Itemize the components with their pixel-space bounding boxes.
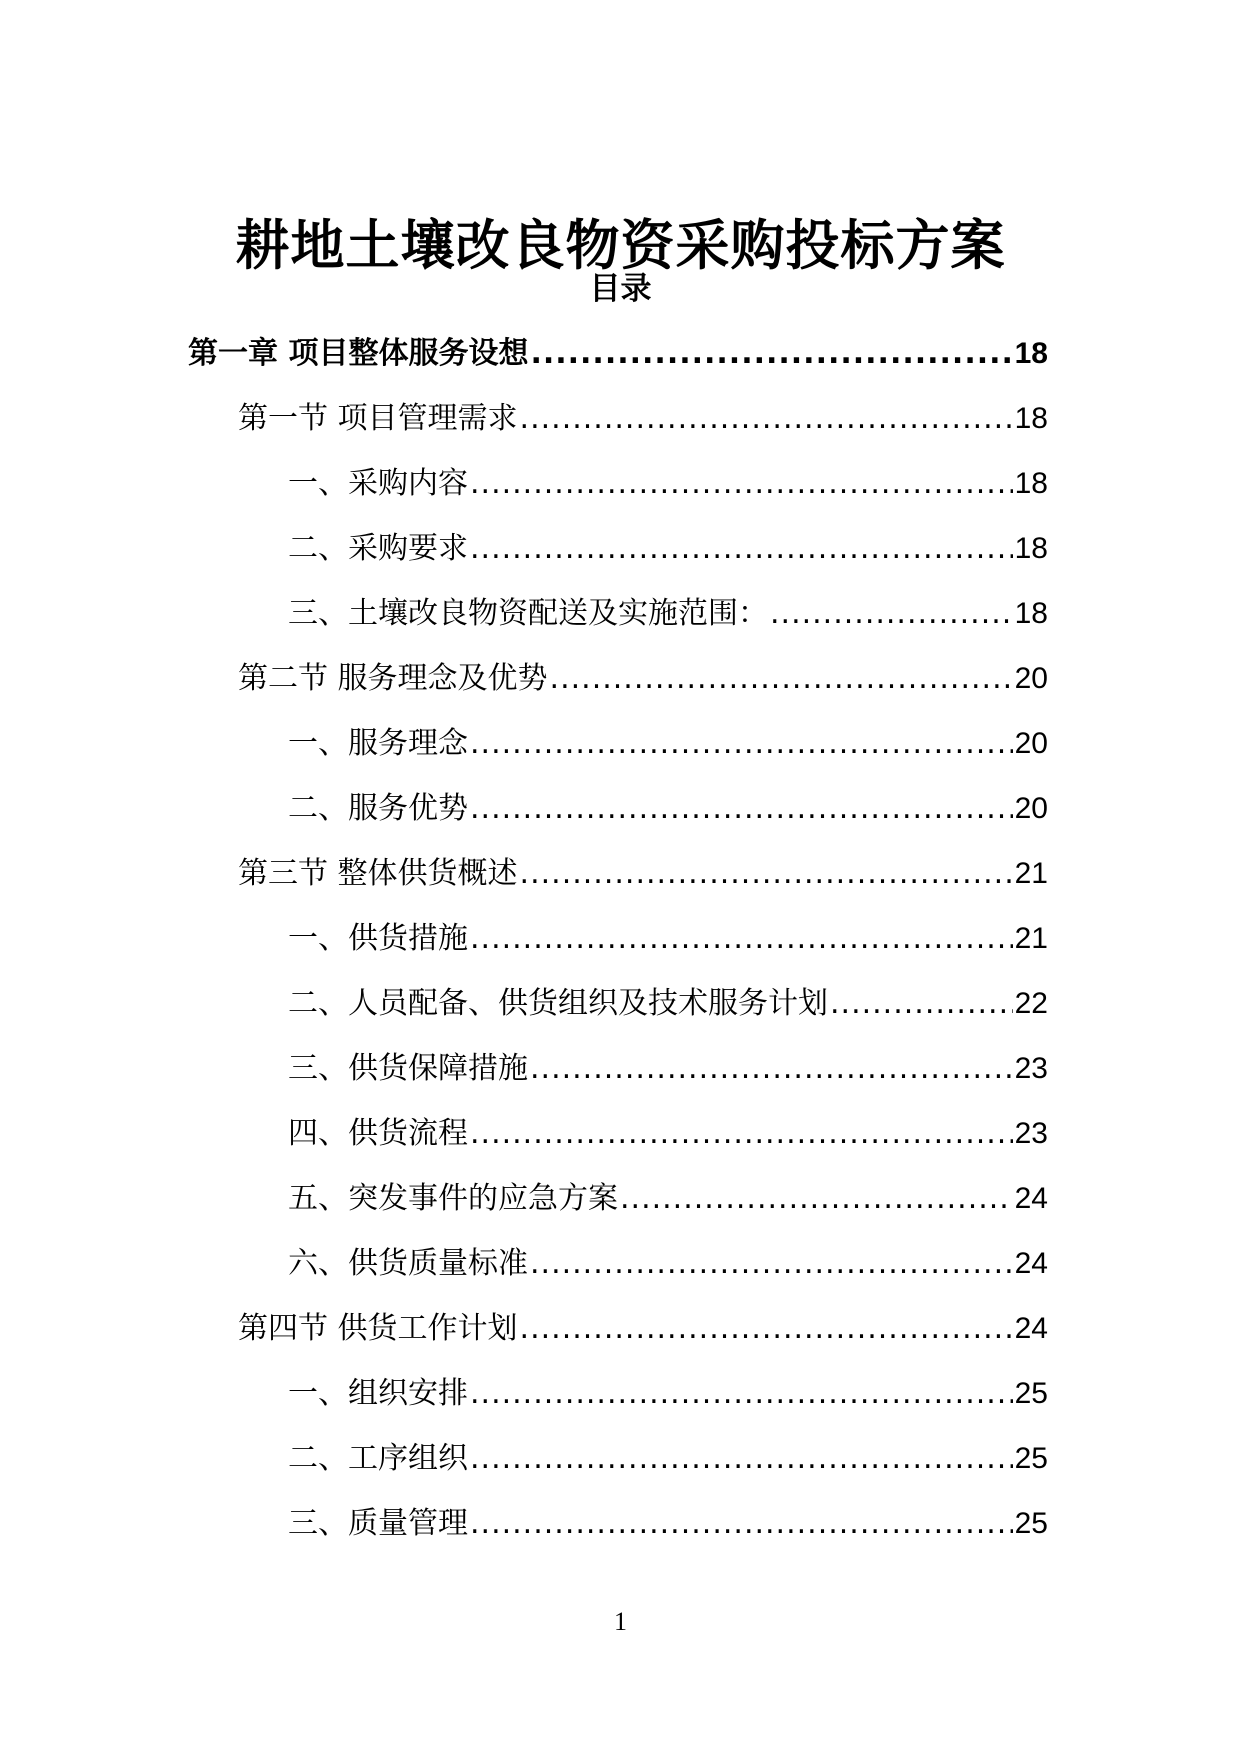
toc-dot-leader [770,585,1013,643]
table-of-contents [0,325,1241,1560]
toc-entry[interactable] [0,845,1241,910]
page-number: 1 [614,1607,627,1636]
toc-entry[interactable] [0,910,1241,975]
toc-entry-page: 21 [1014,922,1048,955]
toc-entry[interactable] [0,1495,1241,1560]
toc-entry[interactable] [0,1430,1241,1495]
toc-dot-leader [470,910,1013,968]
toc-entry[interactable] [0,1365,1241,1430]
toc-entry-title: 第二节 服务理念及优势 [238,661,548,696]
toc-entry-page: 18 [1014,402,1048,435]
toc-entry[interactable] [0,1300,1241,1365]
toc-dot-leader [470,520,1013,578]
toc-entry[interactable] [0,650,1241,715]
toc-entry-title: 一、服务理念 [288,726,468,761]
toc-entry-page: 18 [1014,467,1048,500]
toc-dot-leader [470,1105,1013,1163]
toc-entry-page: 21 [1014,857,1048,890]
toc-entry[interactable] [0,715,1241,780]
toc-entry-title: 二、工序组织 [288,1441,468,1476]
toc-entry[interactable] [0,455,1241,520]
toc-entry-title: 第一章 项目整体服务设想 [188,336,529,371]
toc-entry-page: 18 [1014,337,1048,370]
toc-entry[interactable] [0,780,1241,845]
toc-entry-title: 二、服务优势 [288,791,468,826]
toc-entry[interactable] [0,1105,1241,1170]
toc-entry-title: 三、土壤改良物资配送及实施范围： [288,596,768,631]
toc-entry-title: 第一节 项目管理需求 [238,401,518,436]
toc-dot-leader [520,1300,1013,1358]
toc-dot-leader [620,1170,1013,1228]
toc-dot-leader [470,1365,1013,1423]
toc-entry-page: 25 [1014,1377,1048,1410]
toc-entry-title: 一、采购内容 [288,466,468,501]
toc-entry-title: 四、供货流程 [288,1116,468,1151]
toc-entry[interactable] [0,1170,1241,1235]
toc-dot-leader [470,1430,1013,1488]
toc-entry[interactable] [0,1235,1241,1300]
toc-entry-page: 24 [1014,1312,1048,1345]
document-title: 耕地土壤改良物资采购投标方案 [235,214,1006,278]
toc-entry-page: 25 [1014,1442,1048,1475]
toc-entry-title: 二、采购要求 [288,531,468,566]
toc-dot-leader [470,715,1013,773]
toc-dot-leader [530,325,1012,383]
toc-entry[interactable] [0,1040,1241,1105]
toc-entry-page: 20 [1014,792,1048,825]
toc-entry-title: 第四节 供货工作计划 [238,1311,518,1346]
toc-entry-page: 24 [1014,1247,1048,1280]
toc-entry-title: 二、人员配备、供货组织及技术服务计划 [288,986,828,1021]
toc-entry[interactable] [0,585,1241,650]
toc-entry-title: 五、突发事件的应急方案 [288,1181,618,1216]
toc-dot-leader [470,455,1013,513]
toc-entry-page: 20 [1014,727,1048,760]
toc-dot-leader [470,1495,1013,1553]
toc-entry-title: 六、供货质量标准 [288,1246,528,1281]
toc-dot-leader [470,780,1013,838]
toc-dot-leader [550,650,1013,708]
toc-dot-leader [530,1235,1013,1293]
toc-entry-page: 23 [1014,1117,1048,1150]
toc-entry-page: 18 [1014,532,1048,565]
toc-entry-page: 25 [1014,1507,1048,1540]
toc-dot-leader [830,975,1013,1033]
toc-entry-page: 23 [1014,1052,1048,1085]
toc-entry-title: 三、质量管理 [288,1506,468,1541]
toc-entry-page: 20 [1014,662,1048,695]
toc-entry[interactable] [0,390,1241,455]
toc-entry-page: 22 [1014,987,1048,1020]
toc-entry-title: 一、组织安排 [288,1376,468,1411]
toc-entry-page: 18 [1014,597,1048,630]
toc-entry[interactable] [0,325,1241,390]
toc-dot-leader [530,1040,1013,1098]
toc-heading: 目录 [589,271,652,307]
toc-entry-title: 第三节 整体供货概述 [238,856,518,891]
toc-entry[interactable] [0,975,1241,1040]
toc-dot-leader [520,390,1013,448]
toc-entry-title: 一、供货措施 [288,921,468,956]
toc-entry[interactable] [0,520,1241,585]
toc-dot-leader [520,845,1013,903]
toc-entry-title: 三、供货保障措施 [288,1051,528,1086]
toc-entry-page: 24 [1014,1182,1048,1215]
